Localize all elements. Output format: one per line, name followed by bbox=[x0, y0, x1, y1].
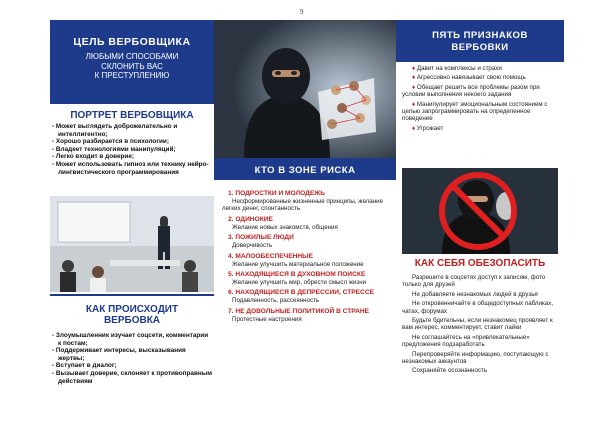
risk-group bbox=[222, 234, 388, 249]
risk-group-desc: Несформированные жизненные принципы, желание легких денег, спонтанность bbox=[222, 198, 384, 213]
goal-title: ЦЕЛЬ ВЕРБОВЩИКА bbox=[73, 36, 191, 48]
hacker-photo bbox=[214, 20, 396, 158]
risk-group-label: 2. ОДИНОКИЕ bbox=[228, 215, 273, 223]
risk-group bbox=[222, 190, 388, 213]
risk-banner bbox=[214, 158, 396, 180]
sign-item: ♦ Давит на комплексы и страхи bbox=[412, 65, 502, 72]
goal-banner bbox=[50, 20, 214, 104]
signs-banner bbox=[396, 20, 564, 62]
risk-group-label: 1. ПОДРОСТКИ И МОЛОДЕЖЬ bbox=[228, 190, 325, 197]
risk-groups bbox=[214, 180, 396, 323]
protect-item: Разрешите в соцсетях доступ к записям, фото только для друзей bbox=[402, 274, 546, 289]
seminar-photo bbox=[50, 196, 214, 292]
protect-item: Не соглашайтесь на «привлекательные» предложения подзаработать bbox=[402, 333, 530, 349]
portrait-item: - Легко входит в доверие; bbox=[52, 153, 135, 161]
goal-subtitle-line-1: ЛЮБЫМИ СПОСОБАМИ bbox=[85, 52, 179, 61]
how-title-line-2: ВЕРБОВКА bbox=[103, 315, 161, 326]
signs-title-line-2: ВЕРБОВКИ bbox=[451, 42, 509, 53]
flame-icon: ♦ bbox=[412, 65, 416, 72]
protect-item: Не добавляете незнакомых людей в друзья bbox=[412, 290, 538, 298]
risk-title: КТО В ЗОНЕ РИСКА bbox=[254, 165, 356, 176]
goal-subtitle-line-2: СКЛОНИТЬ ВАС bbox=[101, 61, 163, 71]
portrait-item: - Может выглядеть доброжелательно и интеллигентно; bbox=[52, 123, 178, 138]
risk-group bbox=[222, 271, 388, 286]
flame-icon: ♦ bbox=[412, 124, 416, 132]
risk-group bbox=[222, 308, 388, 323]
left-column bbox=[50, 20, 214, 398]
how-item: - Вызывает доверие, склоняет к противоправным действиям bbox=[52, 369, 212, 385]
protect-list bbox=[402, 274, 560, 377]
portrait-list bbox=[50, 123, 214, 176]
risk-group-label: 7. НЕ ДОВОЛЬНЫЕ ПОЛИТИКОЙ В СТРАНЕ bbox=[228, 307, 370, 315]
how-list bbox=[52, 332, 212, 385]
risk-group-desc: Желание новых знакомств, общения bbox=[232, 223, 338, 231]
risk-group-desc: Протестные настроения bbox=[232, 315, 302, 323]
sign-item: ♦ Агрессивно навязывает свою помощь bbox=[412, 74, 526, 82]
signs-list bbox=[396, 62, 564, 132]
protect-item: Будьте бдительны, если незнакомец проявляет к вам интерес, комментирует, ставит лайки bbox=[402, 317, 553, 332]
risk-group-label: 4. МАЛООБЕСПЕЧЕННЫЕ bbox=[228, 252, 313, 260]
risk-group-desc: Доверчивость bbox=[232, 242, 273, 250]
risk-group-label: 3. ПОЖИЛЫЕ ЛЮДИ bbox=[228, 234, 294, 242]
hacker-illustration bbox=[214, 20, 396, 158]
risk-group-label: 5. НАХОДЯЩИЕСЯ В ДУХОВНОМ ПОИСКЕ bbox=[228, 271, 366, 279]
protect-item: Перепроверяйте информацию, поступающую с незнакомых аккаунтов bbox=[402, 350, 549, 366]
how-title-line-1: КАК ПРОИСХОДИТ bbox=[85, 304, 179, 315]
stop-illustration bbox=[402, 168, 558, 254]
middle-column bbox=[214, 20, 396, 398]
how-title bbox=[50, 304, 214, 326]
how-item: - Злоумышленник изучает соцсети, комментарии к постам; bbox=[52, 332, 209, 347]
portrait-item: - Хорошо разбирается в психологии; bbox=[52, 138, 169, 146]
goal-subtitle-line-3: К ПРЕСТУПЛЕНИЮ bbox=[94, 71, 170, 80]
risk-group bbox=[222, 253, 388, 268]
how-item: - Вступает в диалог; bbox=[52, 362, 117, 370]
how-item: - Поддерживает интересы, высказывания жертвы; bbox=[52, 347, 186, 362]
flame-icon: ♦ bbox=[412, 100, 416, 108]
protect-title: КАК СЕБЯ ОБЕЗОПАСИТЬ bbox=[414, 258, 546, 269]
risk-group bbox=[222, 289, 388, 304]
protect-item: Не откровенничайте в общедоступных пабликах, чатах, форумах bbox=[402, 300, 554, 315]
sign-item: ♦ Манипулирует эмоциональным состоянием с целью запрограммировать на определенное поведение bbox=[402, 100, 548, 123]
portrait-title: ПОРТРЕТ ВЕРБОВЩИКА bbox=[70, 110, 194, 121]
divider-bar bbox=[50, 294, 214, 296]
sign-item: ♦ Угрожает bbox=[412, 124, 444, 132]
risk-group-desc: Желание улучшить мир, обрести смысл жизни bbox=[232, 279, 367, 287]
protect-item: Сохраняйте осознанность bbox=[412, 367, 488, 375]
signs-title-line-1: ПЯТЬ ПРИЗНАКОВ bbox=[432, 30, 528, 41]
page-number: 9 bbox=[300, 8, 304, 16]
stop-photo bbox=[402, 168, 558, 254]
risk-group-desc: Желание улучшить материальное положение bbox=[232, 260, 364, 268]
seminar-illustration bbox=[50, 196, 214, 292]
flame-icon: ♦ bbox=[412, 83, 416, 91]
right-column bbox=[396, 20, 564, 398]
flame-icon: ♦ bbox=[412, 74, 416, 82]
risk-group-desc: Подавленность, рассеянность bbox=[232, 297, 320, 305]
portrait-item: - Владеет технологиями манипуляций; bbox=[52, 145, 176, 153]
portrait-item: - Может использовать гипноз или технику нейро-лингвистического программирования bbox=[52, 160, 209, 176]
risk-group bbox=[222, 216, 388, 231]
risk-group-label: 6. НАХОДЯЩИЕСЯ В ДЕПРЕССИИ, СТРЕССЕ bbox=[228, 289, 374, 297]
sign-item: ♦ Обещает решить все проблемы разом при условии выполнения некоего задания bbox=[402, 83, 540, 99]
